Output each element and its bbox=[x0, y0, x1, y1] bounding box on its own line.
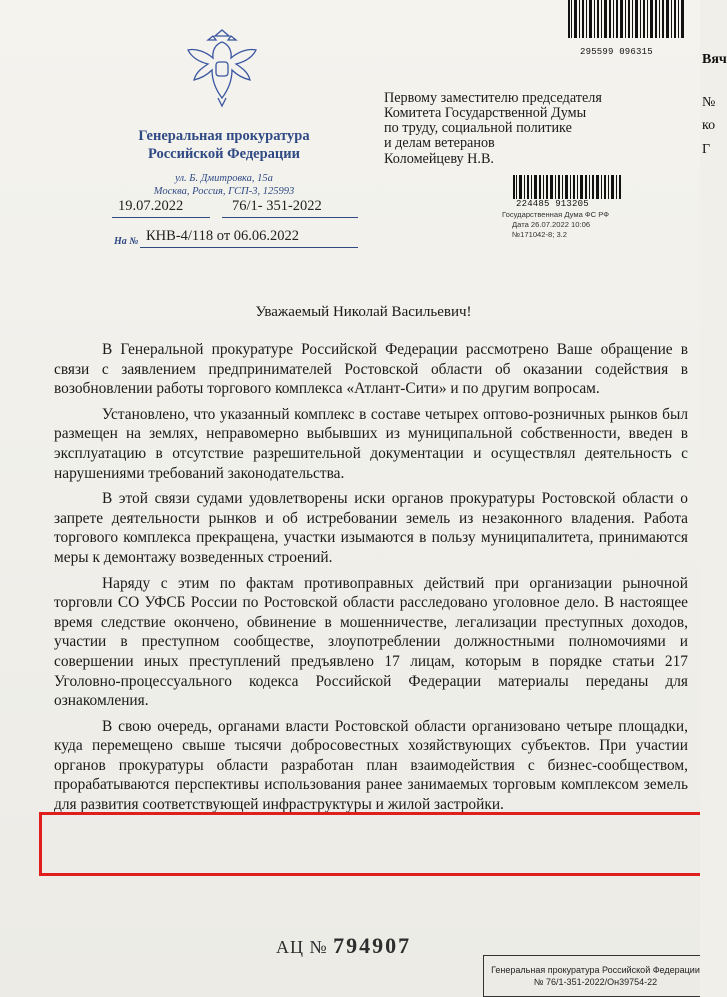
recipient-line2: Комитета Государственной Думы bbox=[384, 105, 587, 121]
org-address-line1: ул. Б. Дмитровка, 15а bbox=[175, 173, 273, 184]
barcode-top-icon bbox=[566, 0, 688, 48]
paragraph-4: Наряду с этим по фактам противоправных действий при организации рыночной торговли СО УФСБ России по Ростовской области расследовано уголовное дело. В настоящее время следствие окончено, обвинение в мошенничестве, легализации преступных доходов, участии в преступном сообществе, злоупотреблении должностными полномочиями и совершении иных преступлений предъявлено 17 лицам, которым в порядке статьи 217 Уголовно-процессуального кодекса Российской Федерации материалы переданы для ознакомления. bbox=[54, 574, 688, 710]
date-underline bbox=[112, 217, 210, 218]
reference-number: КНВ-4/118 от 06.06.2022 bbox=[146, 228, 300, 244]
ref-underline bbox=[140, 247, 358, 248]
org-address-line2: Москва, Россия, ГСП-3, 125993 bbox=[153, 186, 295, 197]
paragraph-3: В этой связи судами удовлетворены иски органов прокуратуры Ростовской области о запрете деятельности рынков и об истребовании земель из незаконного владения. Работа торгового комплекса прекращена, участки изымаются в пользу муниципалитета, принимаются меры к демонтажу возведенных строений. bbox=[54, 490, 688, 566]
underlying-fragment-1: Вяч bbox=[702, 52, 727, 67]
org-name-line2: Российской Федерации bbox=[147, 146, 300, 162]
greeting: Уважаемый Николай Васильевич! bbox=[255, 304, 472, 320]
barcode-stamp-number: 224485 913205 bbox=[516, 199, 589, 209]
underlying-sheet bbox=[700, 0, 727, 997]
corner-stamp-line1: Генеральная прокуратура Российской Федерации bbox=[491, 965, 700, 975]
highlight-box bbox=[39, 812, 709, 876]
stamp-line2: Дата 26.07.2022 10:06 bbox=[512, 220, 591, 229]
corner-stamp bbox=[483, 955, 708, 997]
paragraph-5: В свою очередь, органами власти Ростовской области организовано четыре площадки, куда перемещено свыше тысячи добросовестных хозяйствующих субъектов. При участии органов прокуратуры области разработан план взаимодействия с бизнес-сообществом, прорабатываются перспективы использования ранее занимаемых торговым комплексом земель для развития соответствующей инфраструктуры и жилой застройки. bbox=[54, 717, 688, 814]
underlying-fragment-5: Г bbox=[702, 142, 711, 157]
series-number bbox=[276, 933, 411, 959]
recipient-name: Коломейцеву Н.В. bbox=[384, 151, 494, 167]
stamp-line3: №171042-8; 3.2 bbox=[512, 230, 568, 239]
recipient-line4: и делам ветеранов bbox=[384, 135, 495, 151]
ref-label: На № bbox=[114, 236, 139, 247]
series-value: 794907 bbox=[333, 933, 412, 958]
registration-stamp bbox=[502, 210, 630, 240]
org-name-line1: Генеральная прокуратура bbox=[138, 128, 310, 144]
paragraph-2: Установлено, что указанный комплекс в составе четырех оптово-розничных рынков был размещен на землях, неправомерно выбывших из муниципальной собственности, введен в эксплуатацию в отсутствие разрешительной документации и осуществлял деятельность с нарушениями требований законодательства. bbox=[54, 405, 688, 482]
underlying-fragment-3: ко bbox=[702, 118, 716, 133]
recipient-line1: Первому заместителю председателя bbox=[384, 90, 602, 106]
barcode-top-number: 295599 096315 bbox=[580, 47, 653, 57]
series-prefix: АЦ № bbox=[276, 937, 328, 957]
paragraph-1: В Генеральной прокуратуре Российской Федерации рассмотрено Ваше обращение в связи с заявлением предпринимателей Ростовской области об оказании содействия в возобновлении работы торгового комплекса «Атлант-Сити» и по другим вопросам. bbox=[54, 341, 688, 398]
letter-body bbox=[54, 340, 688, 821]
recipient-block bbox=[384, 91, 674, 151]
letter-date: 19.07.2022 bbox=[118, 198, 184, 214]
letter-number: 76/1- 351-2022 bbox=[232, 198, 322, 214]
recipient-line3: по труду, социальной политике bbox=[384, 120, 572, 136]
number-underline bbox=[222, 217, 358, 218]
stamp-line1: Государственная Дума ФС РФ bbox=[502, 210, 610, 219]
underlying-fragment-2: № bbox=[702, 95, 716, 110]
coat-of-arms-icon bbox=[182, 28, 262, 110]
corner-stamp-line2: № 76/1-351-2022/Он39754-22 bbox=[533, 977, 658, 987]
